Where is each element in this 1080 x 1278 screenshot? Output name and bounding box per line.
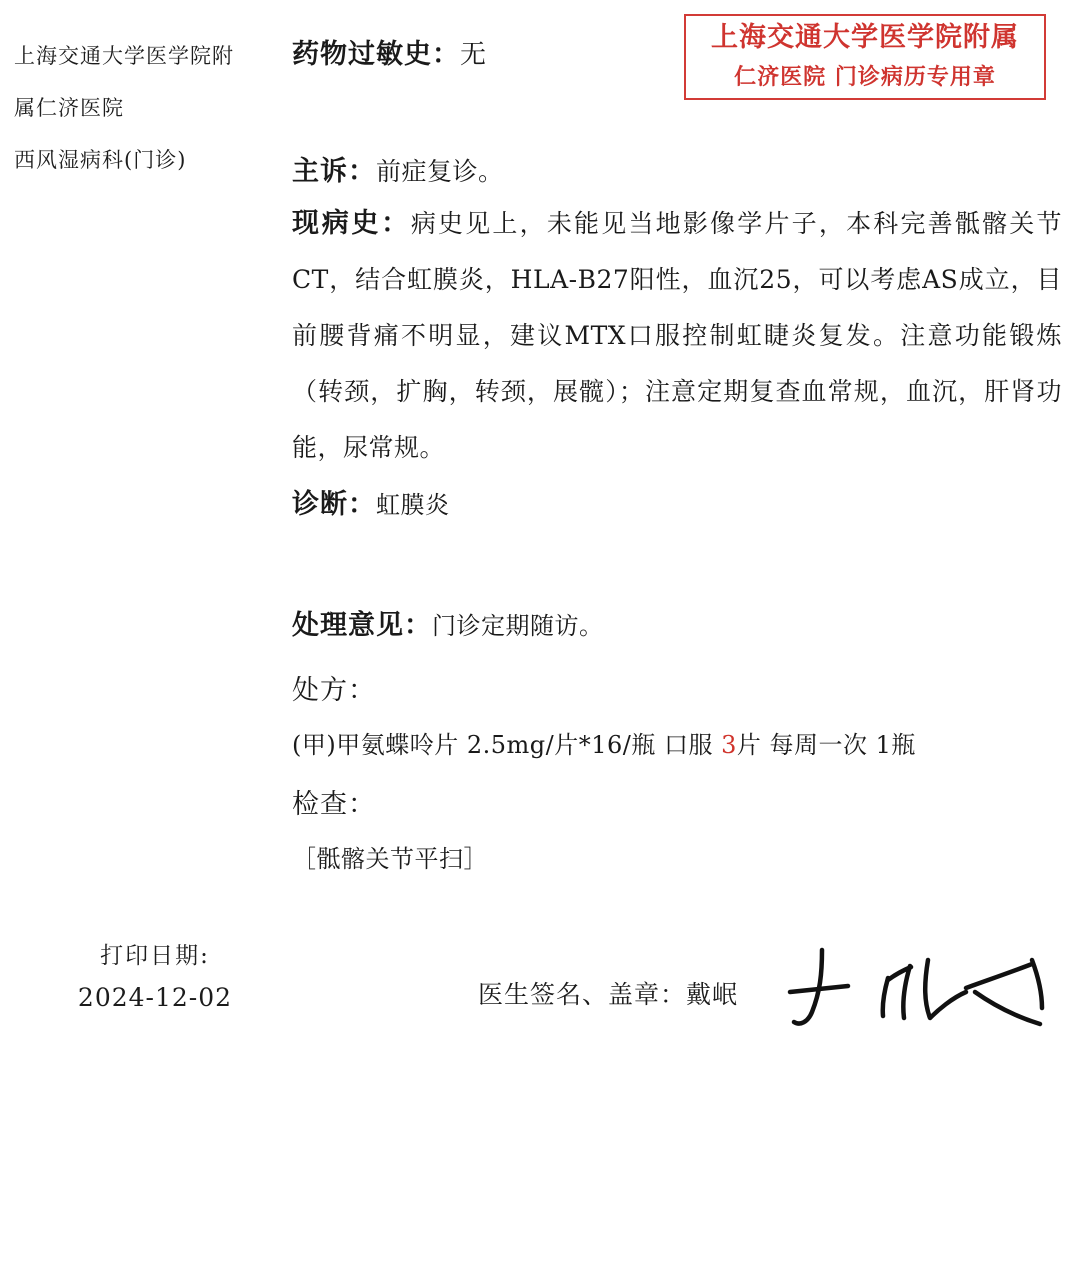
treatment-plan-label: 处理意见： — [292, 610, 432, 641]
treatment-plan-row — [292, 603, 1062, 642]
print-date-value: 2024-12-02 — [77, 983, 233, 1012]
prescription-label: 处方： — [292, 675, 376, 706]
prescription-item-suffix: 片 每周一次 1瓶 — [736, 731, 916, 759]
medical-record-body — [292, 32, 1062, 874]
exam-value: ［骶髂关节平扫］ — [292, 845, 488, 873]
diagnosis-value: 虹膜炎 — [376, 491, 450, 519]
chief-complaint-row — [292, 149, 1062, 188]
prescription-quantity: 3 — [721, 731, 737, 759]
stamp-line-2: 仁济医院 门诊病历专用章 — [734, 64, 996, 90]
diagnosis-label: 诊断： — [292, 489, 376, 520]
allergy-value: 无 — [460, 40, 487, 70]
hospital-name-line-1: 上海交通大学医学院附 — [14, 44, 234, 68]
print-date-block — [40, 935, 270, 1019]
present-illness-value: 病史见上，未能见当地影像学片子，本科完善骶髂关节CT，结合虹膜炎，HLA-B27阳性，血沉25，可以考虑AS成立，目前腰背痛不明显，建议MTX口服控制虹睫炎复发。注意功能锻炼（转颈，扩胸，转颈，展髋）；注意定期复查血常规，血沉，肝肾功能，尿常规。 — [292, 209, 1062, 462]
stamp-line-1: 上海交通大学医学院附属 — [711, 22, 1019, 53]
signature-label: 医生签名、盖章： — [478, 980, 687, 1009]
present-illness-label: 现病史： — [292, 208, 411, 239]
print-date-label: 打印日期: — [100, 943, 210, 969]
diagnosis-row — [292, 482, 1062, 521]
treatment-plan-value: 门诊定期随访。 — [432, 612, 604, 640]
chief-complaint-label: 主诉： — [292, 156, 376, 187]
allergy-label: 药物过敏史： — [292, 39, 460, 70]
prescription-item — [292, 725, 1062, 760]
signature-row — [478, 975, 738, 1011]
allergy-row — [292, 32, 1062, 71]
handwritten-signature-icon — [770, 930, 1070, 1040]
exam-label: 检查： — [292, 789, 376, 820]
hospital-header-block — [14, 30, 264, 186]
chief-complaint-value: 前症复诊。 — [376, 157, 504, 186]
hospital-name-line-2: 属仁济医院 — [14, 96, 124, 120]
doctor-name: 戴岷 — [686, 980, 739, 1009]
present-illness-row — [292, 196, 1062, 476]
department-line: 西风湿病科(门诊) — [14, 148, 187, 172]
prescription-item-prefix: (甲)甲氨蝶呤片 2.5mg/片*16/瓶 口服 — [292, 731, 722, 759]
